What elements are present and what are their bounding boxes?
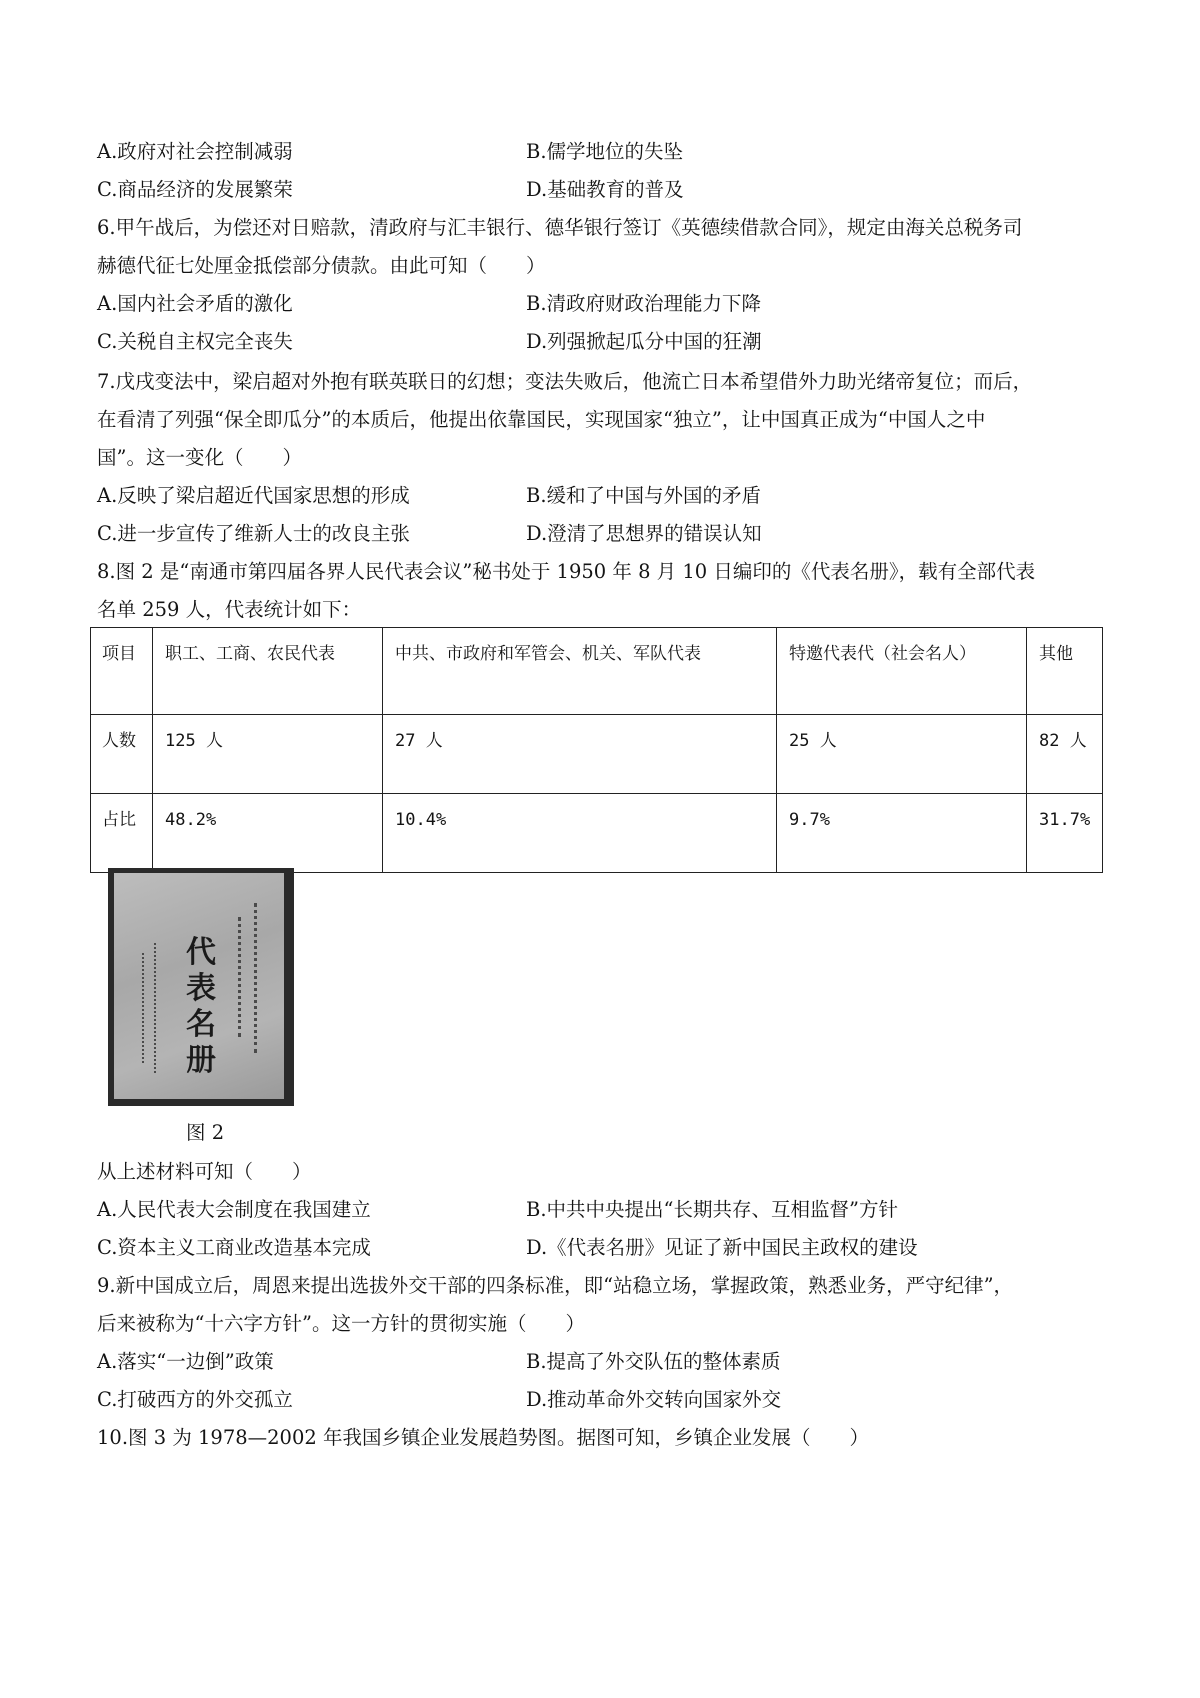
q7-option-b: B.缓和了中国与外国的矛盾 [526,484,762,507]
booklet-side-text-mark [254,903,257,1053]
table-cell: 9.7% [777,794,1027,873]
booklet-side-text-mark [238,917,241,1037]
q8-stem-line-1: 8.图 2 是“南通市第四届各界人民代表会议”秘书处于 1950 年 8 月 10 日编印的《代表名册》，载有全部代表 [97,560,1036,583]
booklet-cover [114,873,284,1099]
q8-option-d: D.《代表名册》见证了新中国民主政权的建设 [526,1236,918,1259]
q7-option-a: A.反映了梁启超近代国家思想的形成 [97,484,410,507]
q9-option-a: A.落实“一边倒”政策 [97,1350,274,1373]
table-header-cell: 职工、工商、农民代表 [153,628,383,715]
q5-option-b: B.儒学地位的失坠 [526,140,684,163]
table-header-cell: 项目 [91,628,153,715]
booklet-title-char: 册 [186,1043,216,1078]
table-cell: 82 人 [1027,715,1103,794]
q8-option-b: B.中共中央提出“长期共存、互相监督”方针 [526,1198,898,1221]
booklet-title-char: 名 [186,1007,216,1042]
q5-option-d: D.基础教育的普及 [526,178,684,201]
q9-stem-line-1: 9.新中国成立后，周恩来提出选拔外交干部的四条标准，即“站稳立场，掌握政策，熟悉业务，严守纪律”， [97,1274,1014,1297]
table-cell: 48.2% [153,794,383,873]
q6-option-b: B.清政府财政治理能力下降 [526,292,762,315]
q8-option-c: C.资本主义工商业改造基本完成 [97,1236,371,1259]
table-row [91,715,1103,794]
booklet-photo [108,868,294,1106]
q9-option-b: B.提高了外交队伍的整体素质 [526,1350,781,1373]
booklet-title [184,935,218,1079]
figure-2-caption: 图 2 [186,1121,225,1144]
table-cell: 25 人 [777,715,1027,794]
q6-option-c: C.关税自主权完全丧失 [97,330,293,353]
table-header-cell: 其他 [1027,628,1103,715]
q10-stem-line-1: 10.图 3 为 1978—2002 年我国乡镇企业发展趋势图。据图可知，乡镇企业发展（ ） [97,1426,869,1449]
table-header-cell: 中共、市政府和军管会、机关、军队代表 [383,628,777,715]
table-cell: 125 人 [153,715,383,794]
booklet-title-char: 代 [186,935,216,970]
booklet-side-text-mark [142,953,144,1063]
q8-option-a: A.人民代表大会制度在我国建立 [97,1198,371,1221]
representative-stats-table [90,627,1103,873]
q7-option-d: D.澄清了思想界的错误认知 [526,522,762,545]
q9-option-c: C.打破西方的外交孤立 [97,1388,293,1411]
table-cell: 人数 [91,715,153,794]
booklet-title-char: 表 [186,971,216,1006]
table-row [91,794,1103,873]
q6-stem-line-2: 赫德代征七处厘金抵偿部分债款。由此可知（ ） [97,254,546,277]
table-cell: 10.4% [383,794,777,873]
booklet-side-text-mark [154,943,156,1073]
q6-stem-line-1: 6.甲午战后，为偿还对日赔款，清政府与汇丰银行、德华银行签订《英德续借款合同》，规定由海关总税务司 [97,216,1023,239]
q6-option-d: D.列强掀起瓜分中国的狂潮 [526,330,762,353]
table-cell: 31.7% [1027,794,1103,873]
q7-option-c: C.进一步宣传了维新人士的改良主张 [97,522,410,545]
table-header-cell: 特邀代表代（社会名人） [777,628,1027,715]
q9-stem-line-2: 后来被称为“十六字方针”。这一方针的贯彻实施（ ） [97,1312,585,1335]
q6-option-a: A.国内社会矛盾的激化 [97,292,293,315]
table-header-row [91,628,1103,715]
q7-stem-line-3: 国”。这一变化（ ） [97,446,302,469]
q8-prompt: 从上述材料可知（ ） [97,1160,312,1183]
q5-option-c: C.商品经济的发展繁荣 [97,178,293,201]
q7-stem-line-1: 7.戊戌变法中，梁启超对外抱有联英联日的幻想；变法失败后，他流亡日本希望借外力助光绪帝复位；而后， [97,370,1033,393]
q5-option-a: A.政府对社会控制减弱 [97,140,293,163]
q8-stem-line-2: 名单 259 人，代表统计如下： [97,598,362,621]
q9-option-d: D.推动革命外交转向国家外交 [526,1388,782,1411]
q7-stem-line-2: 在看清了列强“保全即瓜分”的本质后，他提出依靠国民，实现国家“独立”，让中国真正成为“中国人之中 [97,408,986,431]
table-cell: 占比 [91,794,153,873]
table-cell: 27 人 [383,715,777,794]
